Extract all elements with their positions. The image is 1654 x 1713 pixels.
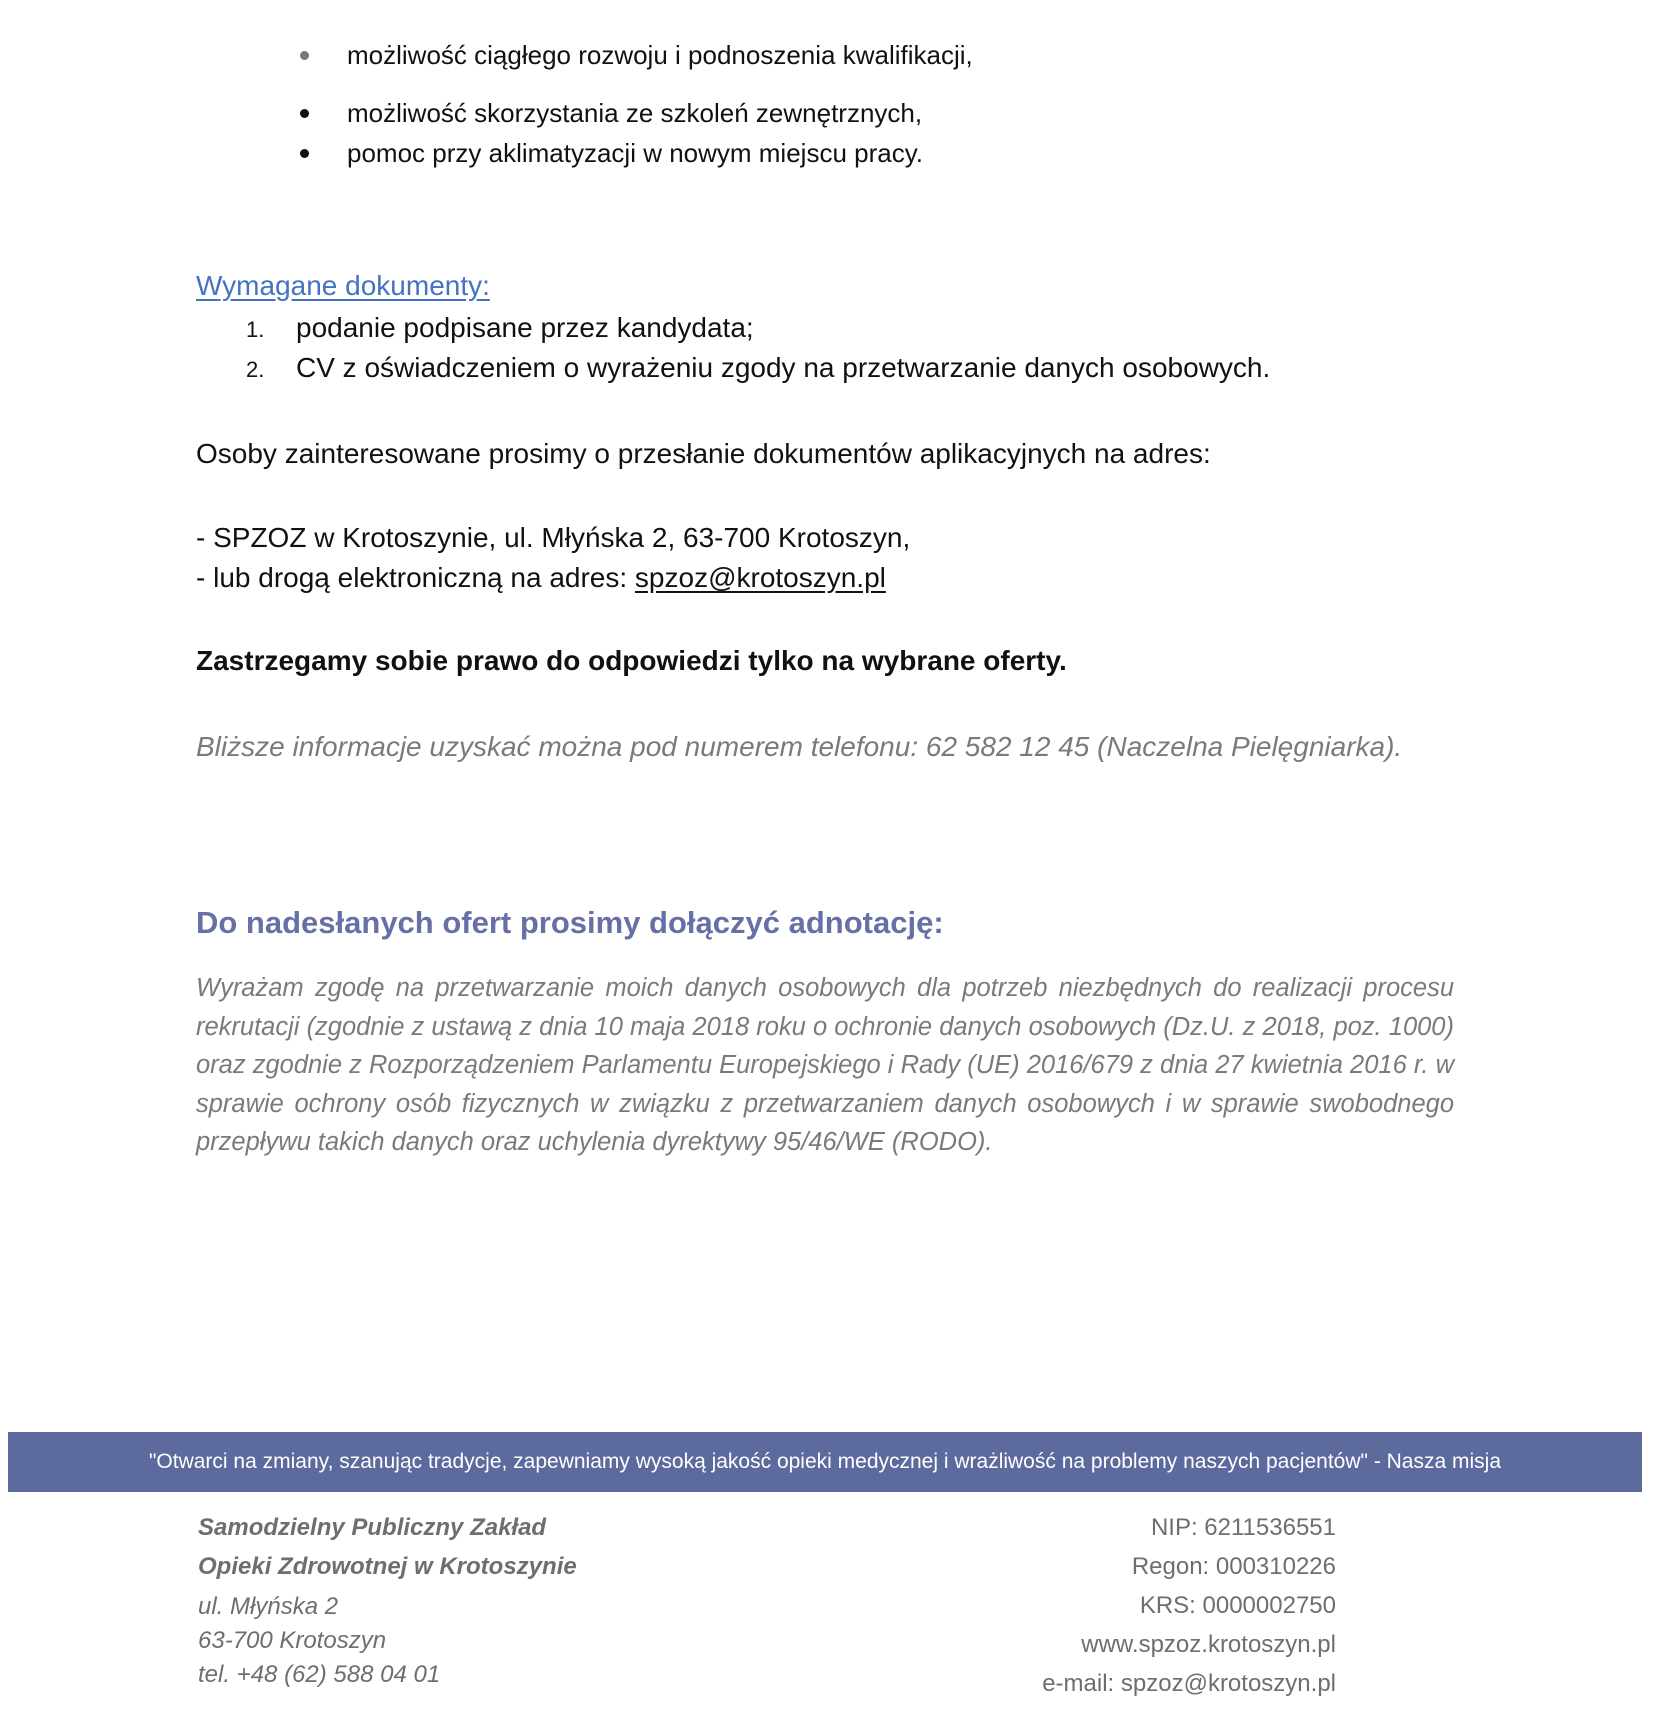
bullet-icon [300,149,309,158]
list-item [292,38,973,72]
footer-organization [198,1508,577,1692]
annotation-heading: Do nadesłanych ofert prosimy dołączyć adnotację: [196,905,944,940]
email-link[interactable]: spzoz@krotoszyn.pl [634,562,886,593]
org-street: ul. Młyńska 2 [198,1593,339,1620]
required-docs-heading[interactable]: Wymagane dokumenty: [196,270,490,301]
mission-statement: "Otwarci na zmiany, szanując tradycje, zapewniamy wysoką jakość opieki medycznej i wrażliwość na problemy naszych pacjentów" - Nasza misja [148,1450,1502,1473]
list-item [292,136,923,170]
footer-registry [1042,1508,1336,1703]
regon-number: Regon: 000310226 [1131,1553,1336,1580]
consent-text: Wyrażam zgodę na przetwarzanie moich danych osobowych dla potrzeb niezbędnych do realizacji procesu rekrutacji (zgodnie z ustawą z dnia 10 maja 2018 roku o ochronie danych osobowych (Dz.U. z 2018, poz. 1000) oraz zgodnie z Rozporządzeniem Parlamentu Europejskiego i Rady (UE) 2016/679 z dnia 27 kwietnia 2016 r. w sprawie ochrony osób fizycznych w związku z przetwarzaniem danych osobowych i w sprawie swobodnego przepływu takich danych oraz uchylenia dyrektywy 95/46/WE (RODO). [196,974,1454,1156]
list-item [246,352,1270,384]
bullet-icon [300,51,309,60]
website-link[interactable]: www.spzoz.krotoszyn.pl [1081,1631,1336,1658]
org-name-line1: Samodzielny Publiczny Zakład [198,1514,547,1541]
list-item-text: podanie podpisane przez kandydata; [296,312,754,343]
email-prefix: - lub drogą elektroniczną na adres: [196,562,635,593]
application-intro: Osoby zainteresowane prosimy o przesłanie dokumentów aplikacyjnych na adres: [196,438,1211,469]
org-phone: tel. +48 (62) 588 04 01 [198,1661,441,1688]
reserve-note: Zastrzegamy sobie prawo do odpowiedzi tylko na wybrane oferty. [196,645,1067,676]
bullet-icon [300,109,309,118]
list-item [292,96,922,130]
footer-mission-band [8,1432,1642,1492]
list-item-text: CV z oświadczeniem o wyrażeniu zgody na przetwarzanie danych osobowych. [296,352,1271,383]
list-item-text: pomoc przy aklimatyzacji w nowym miejscu pracy. [347,138,923,168]
list-item-text: możliwość ciągłego rozwoju i podnoszenia kwalifikacji, [347,40,973,70]
org-name-line2: Opieki Zdrowotnej w Krotoszynie [198,1553,577,1580]
list-item-text: możliwość skorzystania ze szkoleń zewnętrznych, [347,98,923,128]
org-city: 63-700 Krotoszyn [198,1627,387,1654]
contact-info: Bliższe informacje uzyskać można pod numerem telefonu: 62 582 12 45 (Naczelna Pielęgniarka). [196,731,1403,762]
footer-email-link[interactable]: e-mail: spzoz@krotoszyn.pl [1042,1670,1336,1697]
postal-address: - SPZOZ w Krotoszynie, ul. Młyńska 2, 63-700 Krotoszyn, [196,522,911,553]
krs-number: KRS: 0000002750 [1139,1592,1336,1619]
nip-number: NIP: 6211536551 [1150,1514,1336,1541]
list-number: 2. [246,357,265,382]
list-item [246,312,754,344]
email-line [196,562,886,594]
list-number: 1. [246,317,265,342]
